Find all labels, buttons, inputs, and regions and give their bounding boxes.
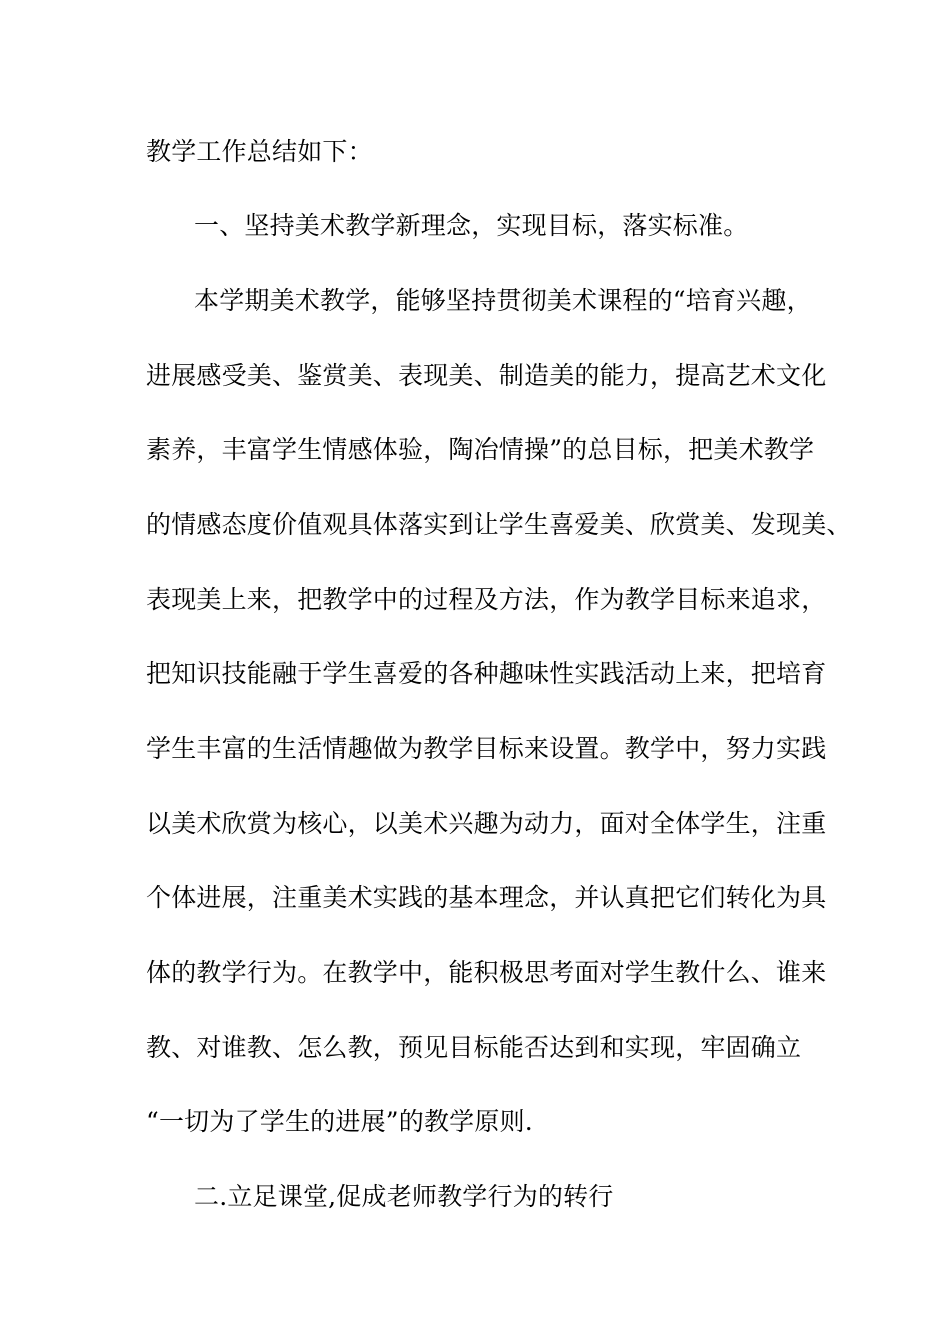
paragraph-line: 教、对谁教、怎么教，预见目标能否达到和实现，牢固确立	[146, 1033, 802, 1062]
section-heading-1: 一、坚持美术教学新理念，实现目标，落实标准。	[194, 211, 749, 240]
intro-line: 教学工作总结如下：	[146, 137, 373, 166]
paragraph-line: 素养，丰富学生情感体验，陶冶情操”的总目标，把美术教学	[146, 435, 815, 464]
section-heading-2: 二.立足课堂,促成老师教学行为的转行	[194, 1182, 614, 1211]
paragraph-line: “一切为了学生的进展”的教学原则.	[146, 1107, 533, 1136]
paragraph-line: 以美术欣赏为核心，以美术兴趣为动力，面对全体学生，注重	[146, 809, 827, 838]
paragraph-line: 体的教学行为。在教学中，能积极思考面对学生教什么、谁来	[146, 958, 827, 987]
paragraph-line: 个体进展，注重美术实践的基本理念，并认真把它们转化为具	[146, 883, 827, 912]
paragraph-line: 把知识技能融于学生喜爱的各种趣味性实践活动上来，把培育	[146, 659, 827, 688]
paragraph-line: 的情感态度价值观具体落实到让学生喜爱美、欣赏美、发现美、	[146, 510, 852, 539]
paragraph-line: 进展感受美、鉴赏美、表现美、制造美的能力，提高艺术文化	[146, 361, 827, 390]
paragraph-line: 本学期美术教学，能够坚持贯彻美术课程的“培育兴趣，	[194, 286, 812, 315]
paragraph-line: 学生丰富的生活情趣做为教学目标来设置。教学中，努力实践	[146, 734, 827, 763]
paragraph-line: 表现美上来，把教学中的过程及方法，作为教学目标来追求，	[146, 585, 827, 614]
